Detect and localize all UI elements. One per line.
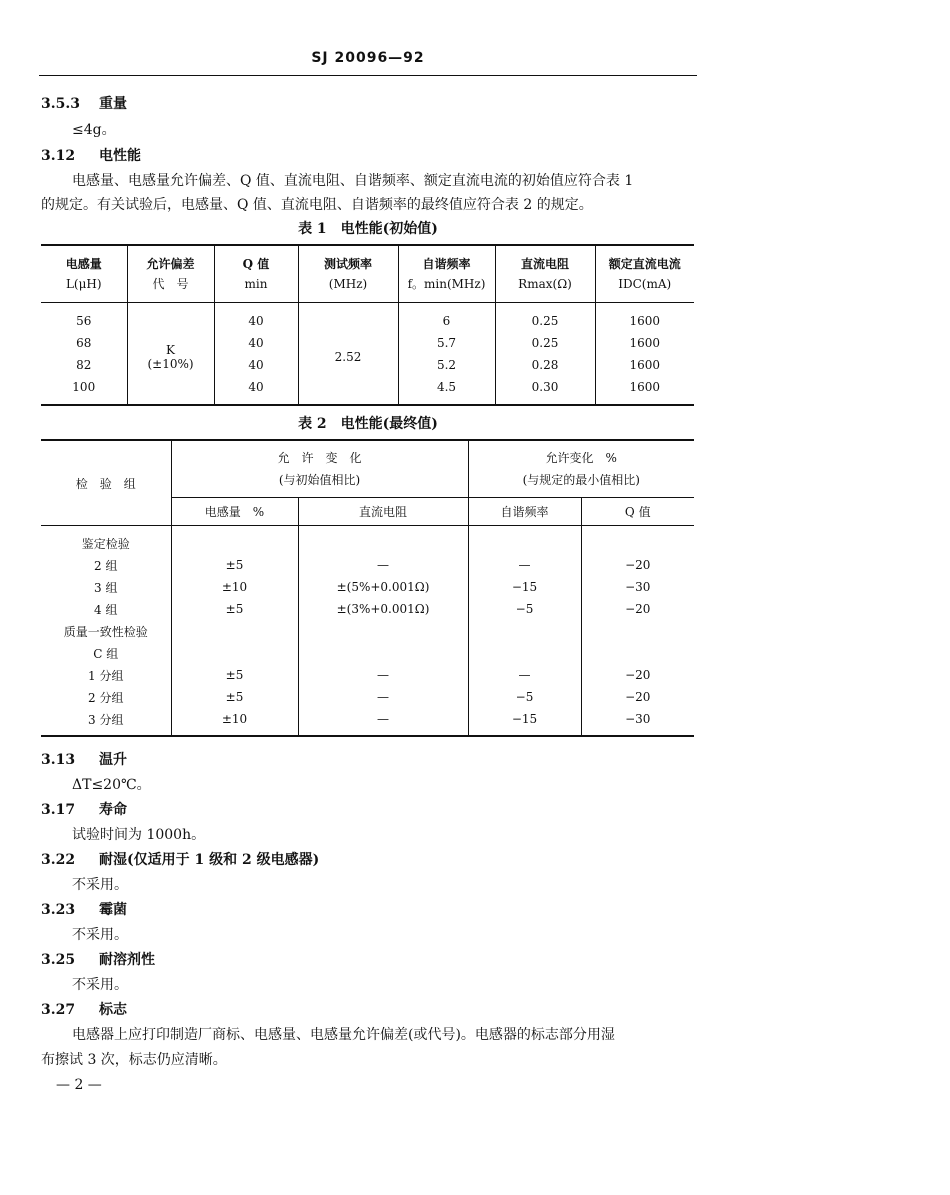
cell-dc-resistance-change: — [298,708,468,736]
cell-q: 40 [214,303,298,333]
table-1 [41,244,694,406]
section-3-23-text: 不采用。 [72,927,128,943]
section-title: 电性能 [99,148,141,164]
section-title: 寿命 [99,802,127,818]
table-2 [41,439,694,737]
header-q: Q 值 min [214,245,298,303]
table-row [41,598,694,620]
cell-srf: 5.2 [398,354,495,376]
cell-rated-current: 1600 [595,354,694,376]
section-3-5-3-heading [41,93,127,113]
header-tolerance: 允许偏差 代 号 [127,245,214,303]
section-number: 3.22 [41,852,76,868]
section-number: 3.27 [41,1002,76,1018]
cell-inductance-change: ±5 [171,554,298,576]
cell-dc-resistance-change: — [298,686,468,708]
cell-test-freq: 2.52 [298,303,398,406]
section-title: 标志 [99,1002,127,1018]
section-3-13-heading [41,749,127,769]
header-srf: 自谐频率 f。min(MHz) [398,245,495,303]
cell-srf: 5.7 [398,332,495,354]
cell-dc-resistance-change: — [298,554,468,576]
cell-inductance-change: ±5 [171,664,298,686]
section-3-27-heading [41,999,127,1019]
section-3-27-line-2: 布擦试 3 次，标志仍应清晰。 [41,1052,227,1068]
cell-q-change: −30 [581,708,694,736]
cell-dc-resistance-change: ±(3%+0.001Ω) [298,598,468,620]
table-2-caption: 表 2 电性能(最终值) [298,416,438,432]
section-3-13-text: ΔT≤20℃。 [72,777,151,793]
cell-srf-change: −15 [468,576,581,598]
header-inductance: 电感量 L(μH) [41,245,127,303]
section-title: 重量 [99,96,127,112]
section-number: 3.5.3 [41,96,80,112]
cell-rated-current: 1600 [595,376,694,405]
cell-group: 3 分组 [88,712,124,727]
header-q-change: Q 值 [581,498,694,526]
cell-group: 3 组 [94,580,118,595]
cell-q-change: −20 [581,686,694,708]
section-3-22-text: 不采用。 [72,877,128,893]
header-inspection-group: 检 验 组 [41,440,171,526]
cell-group: 4 组 [94,602,118,617]
header-dc-resistance: 直流电阻 Rmax(Ω) [495,245,595,303]
cell-inductance-change: ±10 [171,576,298,598]
section-title: 耐湿(仅适用于 1 级和 2 级电感器) [99,852,320,868]
section-number: 3.23 [41,902,76,918]
section-number: 3.17 [41,802,76,818]
section-number: 3.12 [41,148,76,164]
section-number: 3.13 [41,752,76,768]
section-3-25-heading [41,949,155,969]
header-test-freq: 测试频率 (MHz) [298,245,398,303]
header-rule [39,75,697,76]
header-dc-resistance-change: 直流电阻 [298,498,468,526]
section-3-17-text: 试验时间为 1000h。 [72,827,206,843]
section-3-27-line-1: 电感器上应打印制造厂商标、电感量、电感量允许偏差(或代号)。电感器的标志部分用湿 [72,1027,615,1043]
header-allow-change-min: 允许变化 % (与规定的最小值相比) [468,440,694,498]
cell-group: 质量一致性检验 [63,624,148,639]
cell-inductance-change: ±10 [171,708,298,736]
cell-dc-resistance: 0.25 [495,332,595,354]
section-3-22-heading [41,849,319,869]
section-title: 耐溶剂性 [99,952,155,968]
cell-rated-current: 1600 [595,303,694,333]
table-row [41,686,694,708]
table-row [41,303,694,333]
cell-group: C 组 [93,646,119,661]
section-number: 3.25 [41,952,76,968]
table-row [41,576,694,598]
table-row [41,708,694,736]
cell-dc-resistance-change: ±(5%+0.001Ω) [298,576,468,598]
cell-inductance: 100 [72,380,96,394]
section-3-23-heading [41,899,127,919]
cell-rated-current: 1600 [595,332,694,354]
cell-dc-resistance-change: — [298,664,468,686]
cell-q-change: −20 [581,664,694,686]
cell-srf-change: −5 [468,686,581,708]
header-rated-current: 额定直流电流 IDC(mA) [595,245,694,303]
cell-srf-change: −5 [468,598,581,620]
cell-srf: 6 [398,303,495,333]
cell-srf-change: −15 [468,708,581,736]
cell-tolerance: K (±10%) [127,303,214,406]
table-1-header-row [41,245,694,303]
cell-group: 2 分组 [88,690,124,705]
cell-group: 2 组 [94,558,118,573]
cell-srf-change: — [468,554,581,576]
cell-q: 40 [214,354,298,376]
cell-q-change: −20 [581,598,694,620]
section-title: 温升 [99,752,127,768]
cell-inductance: 82 [76,358,92,372]
section-3-12-heading [41,145,141,165]
cell-q-change: −20 [581,554,694,576]
section-3-5-3-text: ≤4g。 [72,122,116,138]
cell-q: 40 [214,376,298,405]
section-3-12-line-2: 的规定。有关试验后，电感量、Q 值、直流电阻、自谐频率的最终值应符合表 2 的规定。 [41,197,593,213]
table-row [41,620,694,642]
table-row [41,642,694,664]
cell-srf: 4.5 [398,376,495,405]
header-inductance-change: 电感量 % [171,498,298,526]
section-3-17-heading [41,799,127,819]
section-3-12-line-1: 电感量、电感量允许偏差、Q 值、直流电阻、自谐频率、额定直流电流的初始值应符合表 1 [72,173,634,189]
cell-dc-resistance: 0.30 [495,376,595,405]
table-row [41,526,694,555]
header-allow-change-initial: 允 许 变 化 (与初始值相比) [171,440,468,498]
cell-q: 40 [214,332,298,354]
table-1-caption: 表 1 电性能(初始值) [298,221,438,237]
page-number: — 2 — [56,1077,102,1093]
cell-group: 鉴定检验 [81,536,130,551]
header-srf-change: 自谐频率 [468,498,581,526]
section-3-25-text: 不采用。 [72,977,128,993]
cell-group: 1 分组 [88,668,124,683]
table-row [41,664,694,686]
cell-srf-change: — [468,664,581,686]
cell-q-change: −30 [581,576,694,598]
cell-inductance-change: ±5 [171,686,298,708]
cell-dc-resistance: 0.25 [495,303,595,333]
cell-inductance: 56 [76,314,92,328]
section-title: 霉菌 [99,902,127,918]
cell-inductance-change: ±5 [171,598,298,620]
cell-dc-resistance: 0.28 [495,354,595,376]
cell-inductance: 68 [76,336,92,350]
standard-code: SJ 20096—92 [311,50,425,66]
table-row [41,554,694,576]
